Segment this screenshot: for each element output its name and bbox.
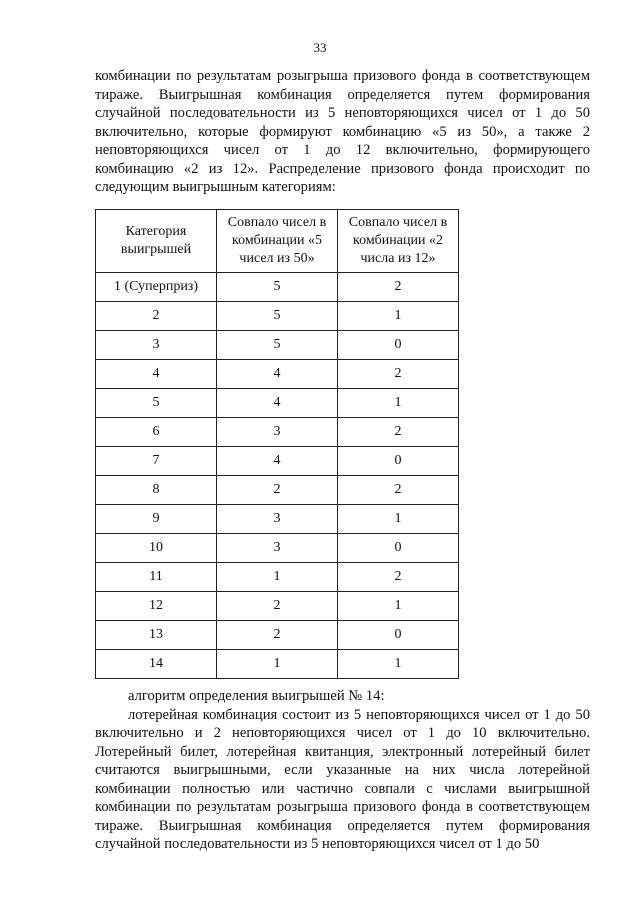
table-row (96, 389, 459, 418)
header-2-of-12: Совпало чисел в комбинации «2 числа из 12» (338, 210, 459, 273)
category-cell: 1 (Суперприз) (96, 273, 217, 302)
table-row (96, 331, 459, 360)
match-2-of-12-cell: 1 (338, 592, 459, 621)
table-row (96, 505, 459, 534)
category-cell: 11 (96, 563, 217, 592)
category-cell: 5 (96, 389, 217, 418)
match-5-of-50-cell: 1 (217, 563, 338, 592)
match-2-of-12-cell: 0 (338, 447, 459, 476)
algorithm-14-section (95, 687, 590, 854)
match-5-of-50-cell: 5 (217, 331, 338, 360)
prize-categories-table (95, 209, 459, 679)
algorithm-paragraph: лотерейная комбинация состоит из 5 неповторяющихся чисел от 1 до 50 включительно и 2 неповторяющихся чисел от 1 до 10 включительно. Лотерейный билет, лотерейная квитанция, электронный лотерейный билет считаются выигрышными, если указанные на них числа лотерейной комбинации полностью или частично совпали с числами выигрышной комбинации по результатам розыгрыша призового фонда в соответствующем тираже. Выигрышная комбинация определяется путем формирования случайной последовательности из 5 неповторяющихся чисел от 1 до 50 (95, 706, 590, 852)
category-cell: 8 (96, 476, 217, 505)
match-5-of-50-cell: 2 (217, 592, 338, 621)
table-row (96, 621, 459, 650)
match-5-of-50-cell: 2 (217, 621, 338, 650)
match-2-of-12-cell: 2 (338, 563, 459, 592)
match-2-of-12-cell: 0 (338, 534, 459, 563)
category-cell: 2 (96, 302, 217, 331)
match-2-of-12-cell: 2 (338, 360, 459, 389)
table-row (96, 592, 459, 621)
match-5-of-50-cell: 3 (217, 505, 338, 534)
category-cell: 7 (96, 447, 217, 476)
match-2-of-12-cell: 0 (338, 331, 459, 360)
table-row (96, 534, 459, 563)
header-category: Категория выигрышей (96, 210, 217, 273)
match-2-of-12-cell: 2 (338, 418, 459, 447)
category-cell: 3 (96, 331, 217, 360)
match-5-of-50-cell: 2 (217, 476, 338, 505)
table-row (96, 273, 459, 302)
category-cell: 12 (96, 592, 217, 621)
algorithm-heading: алгоритм определения выигрышей № 14: (128, 688, 385, 704)
category-cell: 14 (96, 650, 217, 679)
match-2-of-12-cell: 1 (338, 302, 459, 331)
table-row (96, 447, 459, 476)
page-number: 33 (313, 40, 327, 55)
match-2-of-12-cell: 1 (338, 389, 459, 418)
match-5-of-50-cell: 1 (217, 650, 338, 679)
match-5-of-50-cell: 4 (217, 360, 338, 389)
category-cell: 10 (96, 534, 217, 563)
intro-paragraph: комбинации по результатам розыгрыша призового фонда в соответствующем тираже. Выигрышная комбинация определяется путем формирования случайной последовательности из 5 неповторяющихся чисел от 1 до 50 включительно, которые формируют комбинацию «5 из 50», а также 2 неповторяющихся чисел от 1 до 12 включительно, формирующего комбинацию «2 из 12». Распределение призового фонда происходит по следующим выигрышным категориям: (95, 68, 590, 195)
header-5-of-50: Совпало чисел в комбинации «5 чисел из 50» (217, 210, 338, 273)
match-2-of-12-cell: 1 (338, 650, 459, 679)
table-header-row (96, 210, 459, 273)
table-row (96, 302, 459, 331)
table-row (96, 563, 459, 592)
table-row (96, 360, 459, 389)
category-cell: 9 (96, 505, 217, 534)
intro-section (95, 67, 590, 197)
match-2-of-12-cell: 2 (338, 273, 459, 302)
match-5-of-50-cell: 4 (217, 389, 338, 418)
category-cell: 6 (96, 418, 217, 447)
table-row (96, 476, 459, 505)
match-5-of-50-cell: 5 (217, 302, 338, 331)
table-row (96, 418, 459, 447)
category-cell: 13 (96, 621, 217, 650)
match-2-of-12-cell: 2 (338, 476, 459, 505)
match-5-of-50-cell: 4 (217, 447, 338, 476)
category-cell: 4 (96, 360, 217, 389)
match-5-of-50-cell: 5 (217, 273, 338, 302)
table-row (96, 650, 459, 679)
match-5-of-50-cell: 3 (217, 534, 338, 563)
match-2-of-12-cell: 1 (338, 505, 459, 534)
match-2-of-12-cell: 0 (338, 621, 459, 650)
match-5-of-50-cell: 3 (217, 418, 338, 447)
